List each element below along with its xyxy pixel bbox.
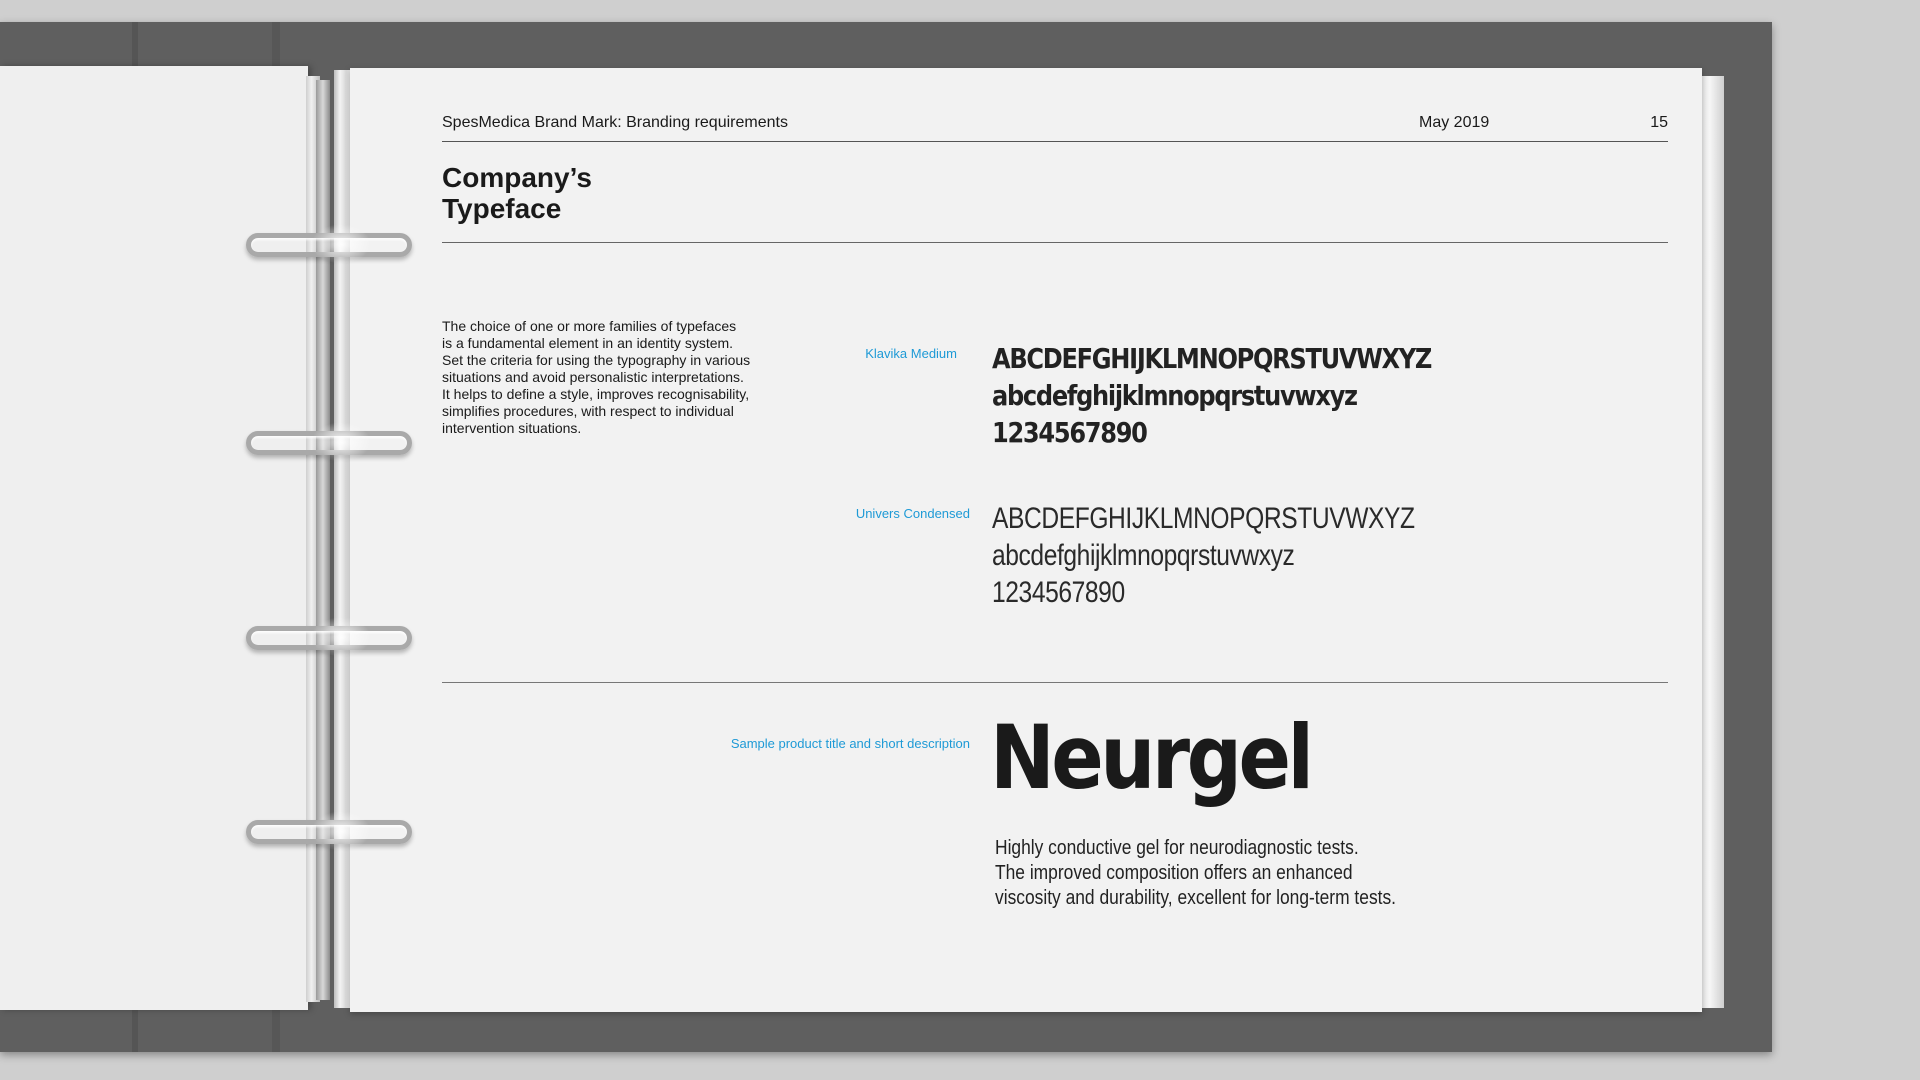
typeface-specimen-klavika (992, 340, 1503, 451)
left-page (0, 66, 308, 1010)
document-title: SpesMedica Brand Mark: Branding requirements (442, 114, 788, 131)
typeface-label-klavika: Klavika Medium (865, 346, 957, 361)
specimen-lowercase: abcdefghijklmnopqrstuvwxyz (992, 379, 1357, 412)
description-line: The improved composition offers an enhanced (995, 862, 1353, 884)
sample-product-title: Neurgel (990, 706, 1311, 809)
specimen-uppercase: ABCDEFGHIJKLMNOPQRSTUVWXYZ (992, 502, 1415, 535)
brand-guideline-page (350, 68, 1702, 1012)
typeface-specimen-univers (992, 500, 1507, 611)
intro-line: Set the criteria for using the typography in various (442, 352, 751, 368)
intro-line: situations and avoid personalistic interpretations. (442, 369, 744, 385)
specimen-uppercase: ABCDEFGHIJKLMNOPQRSTUVWXYZ (992, 342, 1432, 375)
page-number: 15 (1650, 114, 1668, 131)
typeface-label-univers: Univers Condensed (855, 506, 970, 521)
intro-line: is a fundamental element in an identity system. (442, 335, 734, 351)
binder-spine (316, 80, 330, 1000)
intro-line: intervention situations. (442, 420, 582, 436)
description-line: Highly conductive gel for neurodiagnostic tests. (995, 837, 1359, 859)
divider (442, 682, 1668, 683)
description-line: viscosity and durability, excellent for long-term tests. (995, 887, 1397, 909)
section-title: Company’s Typeface (442, 162, 592, 224)
binder-ring (246, 431, 412, 455)
specimen-numerals: 1234567890 (992, 576, 1125, 609)
divider (442, 242, 1668, 243)
intro-line: simplifies procedures, with respect to individual (442, 403, 734, 419)
binder-ring (246, 626, 412, 650)
page-stack-edge (1700, 76, 1724, 1008)
sample-product-description (995, 836, 1447, 911)
intro-line: The choice of one or more families of typefaces (442, 318, 737, 334)
sample-label: Sample product title and short description (730, 736, 970, 751)
specimen-lowercase: abcdefghijklmnopqrstuvwxyz (992, 539, 1295, 572)
page-header (442, 114, 1668, 142)
binder-ring (246, 820, 412, 844)
document-date: May 2019 (1419, 114, 1490, 131)
intro-line: It helps to define a style, improves recognisability, (442, 386, 750, 402)
specimen-numerals: 1234567890 (992, 416, 1147, 449)
binder-ring (246, 233, 412, 257)
intro-paragraph (442, 318, 782, 437)
